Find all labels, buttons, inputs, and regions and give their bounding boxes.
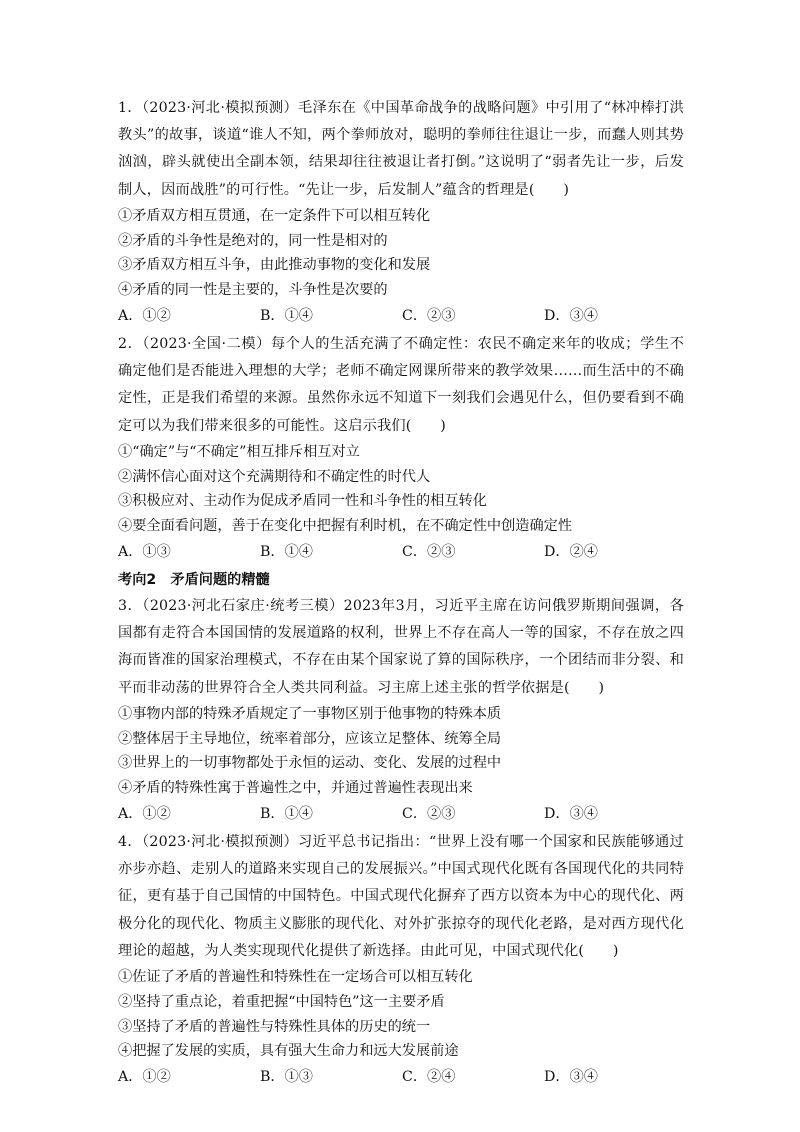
question-3-option-1: ①事物内部的特殊矛盾规定了一事物区别于他事物的特殊本质 [118,705,502,722]
question-3-stem: 3．（2023·河北石家庄·统考三模）2023年3月，习近平主席在访问俄罗斯期间强调，各国都有走符合本国国情的发展道路的权利，世界上不存在高人一等的国家，不存在放之四海而皆准的国家治理模式，不存在由某个国家说了算的国际秩序，一个团结而非分裂、和平而非动荡的世界符合全人类共同利益。习主席上述主张的哲学依据是( ) [118,598,684,696]
question-4-option-4: ④把握了发展的实质，具有强大生命力和远大发展前途 [118,1043,459,1060]
question-1-stem: 1．（2023·河北·模拟预测）毛泽东在《中国革命战争的战略问题》中引用了“林冲棒打洪教头”的故事，谈道“谁人不知，两个拳师放对，聪明的拳师往往退让一步，而蠢人则其势汹汹，辟头就使出全副本领，结果却往往被退让者打倒。”这说明了“弱者先让一步，后发制人，因而战胜”的可行性。“先让一步，后发制人”蕴含的哲理是( ) [118,100,684,198]
section-heading: 考向2 矛盾问题的精髓 [118,572,270,588]
choice-d[interactable]: D．③④ [544,806,598,822]
choice-d[interactable]: D．②④ [544,544,598,560]
question-1-option-3: ③矛盾双方相互斗争，由此推动事物的变化和发展 [118,257,431,274]
question-4-option-3: ③坚持了矛盾的普遍性与特殊性具体的历史的统一 [118,1018,431,1035]
question-3-choices [118,801,684,827]
question-4-choices [118,1064,684,1090]
question-2-choices [118,539,684,565]
choice-b[interactable]: B．①④ [260,806,313,822]
question-2-stem: 2．（2023·全国·二模）每个人的生活充满了不确定性：农民不确定来年的收成；学生不确定他们是否能进入理想的大学；老师不确定网课所带来的教学效果……而生活中的不确定性，正是我们希望的来源。虽然你永远不知道下一刻我们会遇见什么，但仍要看到不确定可以为我们带来很多的可能性。这启示我们( ) [118,336,684,434]
question-1 [118,95,684,329]
choice-a[interactable]: A．①② [118,806,171,822]
choice-a[interactable]: A．①② [118,308,171,324]
question-3 [118,593,684,827]
question-4 [118,829,684,1090]
choice-c[interactable]: C．②④ [402,1069,456,1086]
question-3-option-4: ④矛盾的特殊性寓于普遍性之中，并通过普遍性表现出来 [118,780,473,797]
question-2 [118,331,684,565]
document-page [118,95,684,1092]
choice-d[interactable]: D．③④ [544,1069,598,1086]
choice-a[interactable]: A．①② [118,1069,171,1086]
choice-b[interactable]: B．①③ [260,1069,313,1086]
choice-d[interactable]: D．③④ [544,308,598,324]
question-4-option-2: ②坚持了重点论，着重把握“中国特色”这一主要矛盾 [118,993,445,1010]
question-4-option-1: ①佐证了矛盾的普遍性和特殊性在一定场合可以相互转化 [118,969,473,986]
question-3-option-3: ③世界上的一切事物都处于永恒的运动、变化、发展的过程中 [118,755,502,772]
choice-c[interactable]: C．②③ [402,544,456,560]
question-2-option-4: ④要全面看问题，善于在变化中把握有利时机，在不确定性中创造确定性 [118,518,573,535]
choice-c[interactable]: C．②③ [402,308,456,324]
question-1-option-4: ④矛盾的同一性是主要的，斗争性是次要的 [118,282,388,299]
choice-b[interactable]: B．①④ [260,544,313,560]
question-3-option-2: ②整体居于主导地位，统率着部分，应该立足整体、统筹全局 [118,730,502,747]
question-2-option-2: ②满怀信心面对这个充满期待和不确定性的时代人 [118,468,431,485]
choice-c[interactable]: C．②③ [402,806,456,822]
choice-b[interactable]: B．①④ [260,308,313,324]
question-2-option-1: ①“确定”与“不确定”相互排斥相互对立 [118,443,360,460]
question-4-stem: 4．（2023·河北·模拟预测）习近平总书记指出：“世界上没有哪一个国家和民族能够通过亦步亦趋、走别人的道路来实现自己的发展振兴。”中国式现代化既有各国现代化的共同特征，更有基于自己国情的中国特色。中国式现代化摒弃了西方以资本为中心的现代化、两极分化的现代化、物质主义膨胀的现代化、对外扩张掠夺的现代化老路，是对西方现代化理论的超越，为人类实现现代化提供了新选择。由此可见，中国式现代化( ) [118,834,684,959]
question-1-choices [118,303,684,329]
question-1-option-2: ②矛盾的斗争性是绝对的，同一性是相对的 [118,232,388,249]
question-1-option-1: ①矛盾双方相互贯通，在一定条件下可以相互转化 [118,207,431,224]
question-2-option-3: ③积极应对、主动作为促成矛盾同一性和斗争性的相互转化 [118,493,487,510]
choice-a[interactable]: A．①③ [118,544,171,560]
